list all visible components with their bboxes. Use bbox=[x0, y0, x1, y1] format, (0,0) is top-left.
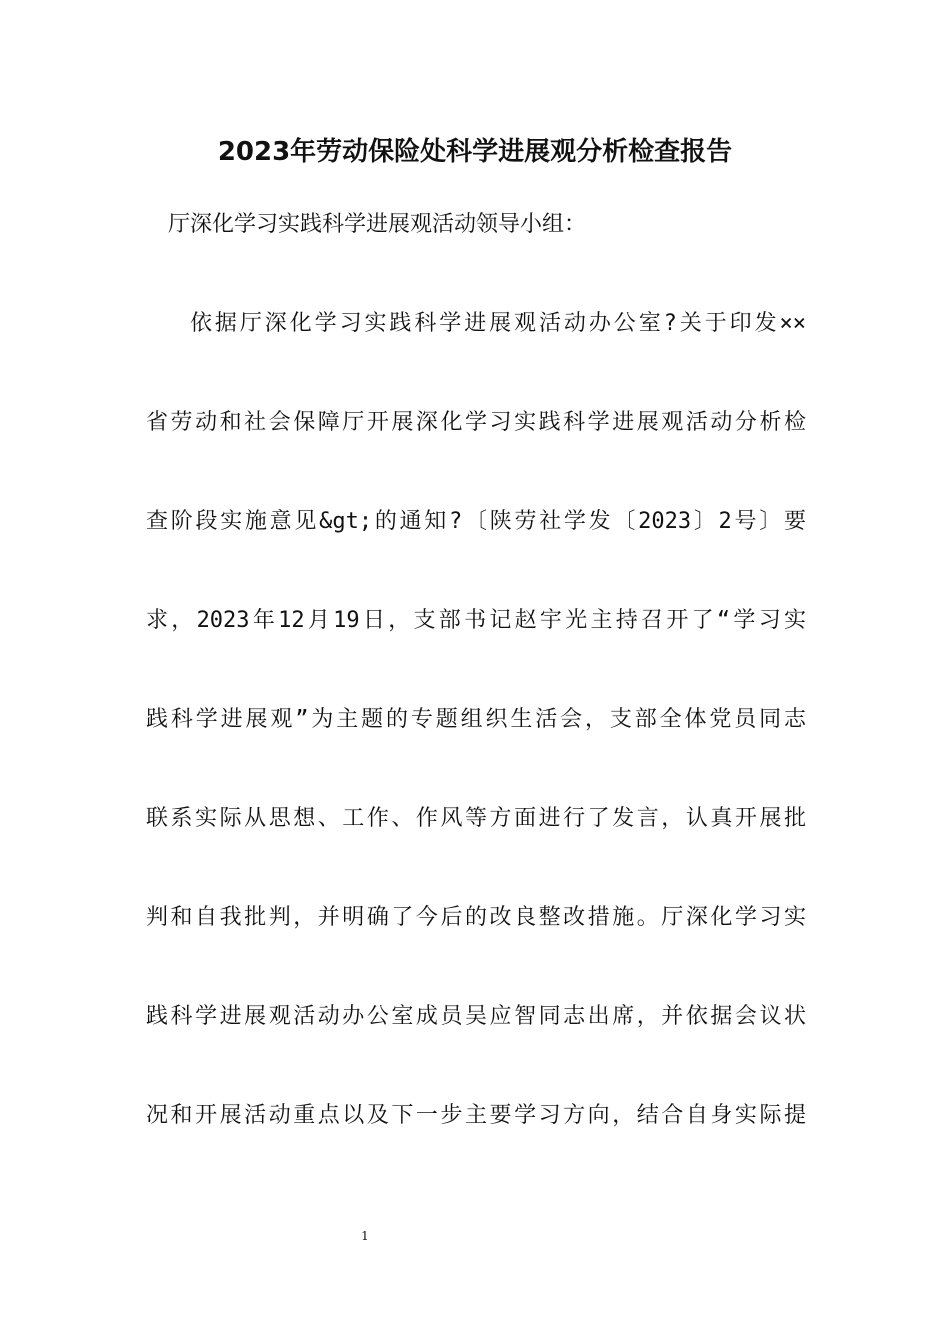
body-line-5: 践科学进展观”为主题的专题组织生活会，支部全体党员同志 bbox=[146, 707, 806, 732]
body-line-4: 求，2023年12月19日，支部书记赵宇光主持召开了“学习实 bbox=[146, 608, 806, 633]
body-line-2: 省劳动和社会保障厅开展深化学习实践科学进展观活动分析检 bbox=[146, 410, 806, 435]
page-number: 1 bbox=[361, 1229, 369, 1243]
body-line-7: 判和自我批判，并明确了今后的改良整改措施。厅深化学习实 bbox=[146, 905, 806, 930]
body-line-9: 况和开展活动重点以及下一步主要学习方向，结合自身实际提 bbox=[146, 1103, 806, 1128]
body-line-6: 联系实际从思想、工作、作风等方面进行了发言，认真开展批 bbox=[146, 806, 806, 831]
salutation: 厅深化学习实践科学进展观活动领导小组： bbox=[168, 212, 587, 237]
body-line-1: 依据厅深化学习实践科学进展观活动办公室?关于印发×× bbox=[190, 311, 806, 336]
body-line-8: 践科学进展观活动办公室成员吴应智同志出席，并依据会议状 bbox=[146, 1004, 806, 1029]
document-title: 2023年劳动保险处科学进展观分析检查报告 bbox=[217, 137, 733, 167]
body-line-3: 查阶段实施意见&gt;的通知?〔陕劳社学发〔2023〕2号〕要 bbox=[146, 509, 806, 534]
